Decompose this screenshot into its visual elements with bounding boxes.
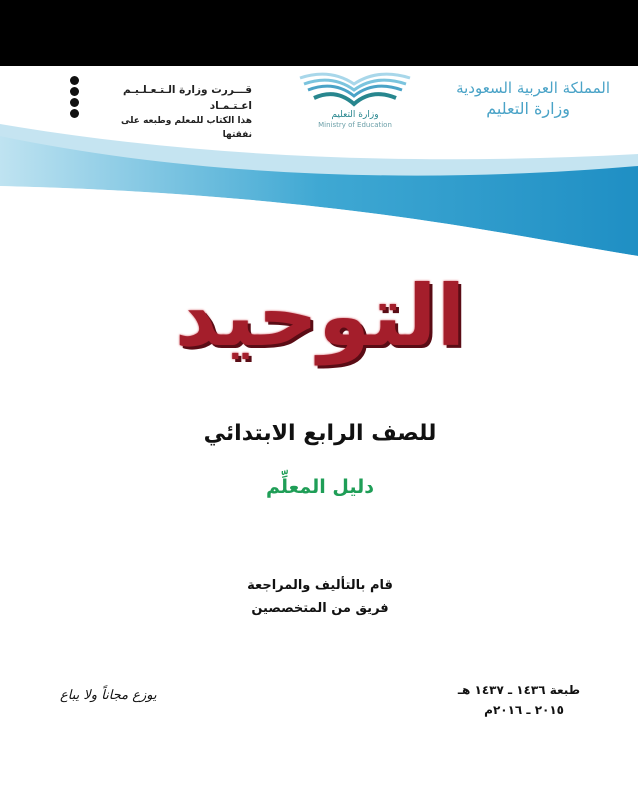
edition-hijri: طبعة ١٤٣٦ ـ ١٤٣٧ هـ bbox=[457, 683, 580, 697]
free-distribution-note: يوزع مجاناً ولا يباع bbox=[60, 688, 157, 703]
teacher-guide-label: دليل المعلِّم bbox=[266, 476, 374, 498]
edition-info bbox=[400, 680, 580, 720]
ministry-approval-note bbox=[90, 82, 252, 142]
logo-name-en: Ministry of Education bbox=[318, 121, 392, 129]
ministry-of-education-ar: وزارة التعليم bbox=[486, 99, 570, 118]
authors-line-1: قام بالتأليف والمراجعة bbox=[247, 578, 393, 593]
kingdom-name: المملكة العربية السعودية bbox=[456, 79, 610, 97]
logo-name-ar: وزارة التعليم bbox=[331, 110, 379, 120]
ministry-name bbox=[410, 78, 610, 120]
grade-subtitle: للصف الرابع الابتدائي bbox=[203, 421, 437, 446]
book-cover bbox=[0, 66, 638, 787]
authors-line-2: فريق من المتخصصين bbox=[251, 601, 389, 616]
approval-dots-icon bbox=[70, 76, 84, 120]
book-title: التوحيد bbox=[174, 267, 466, 365]
approval-line-1: قـــررت وزارة الـتـعـلـيـم اعـتـمـاد bbox=[123, 84, 252, 112]
authors-block bbox=[200, 574, 440, 620]
logo-caption bbox=[300, 110, 410, 130]
approval-line-2: هذا الكتاب للمعلم وطبعه على نفقتها bbox=[121, 116, 252, 140]
edition-gregorian: ٢٠١٥ ـ ٢٠١٦م bbox=[484, 703, 564, 717]
